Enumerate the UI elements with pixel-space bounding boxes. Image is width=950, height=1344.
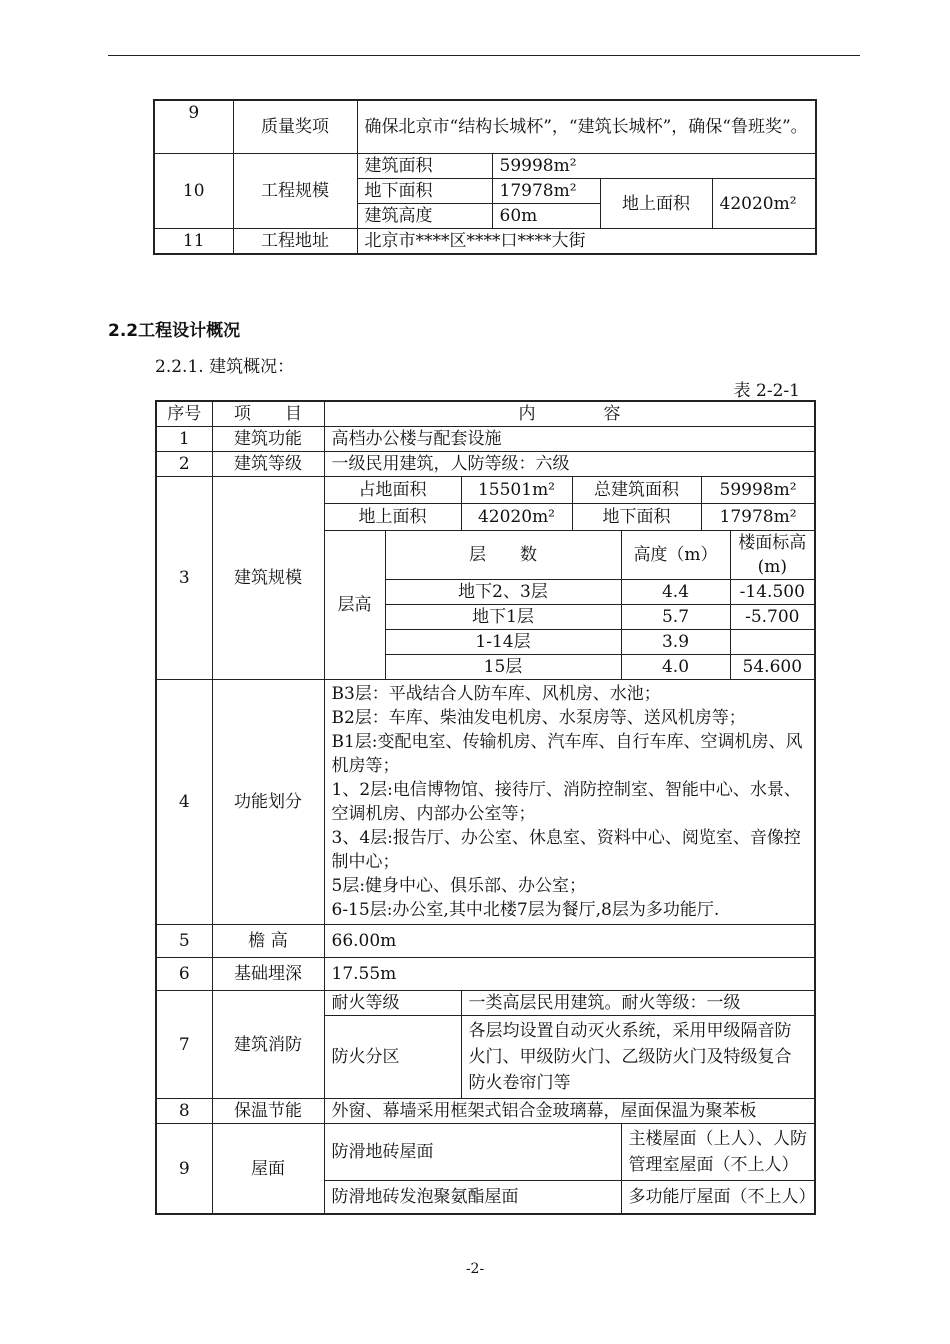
cell-value: 60m <box>492 204 600 229</box>
cell-label: 耐火等级 <box>324 991 461 1016</box>
row-content: 66.00m <box>324 925 815 958</box>
cell-value: 59998m² <box>701 477 815 504</box>
row-item: 工程地址 <box>233 229 357 255</box>
row-content: 北京市****区****口****大街 <box>357 229 816 255</box>
floor-name: 地下2、3层 <box>385 580 621 605</box>
cell-value: 59998m² <box>492 154 816 179</box>
row-item: 建筑等级 <box>212 452 324 477</box>
floor-elevation <box>730 630 815 655</box>
row-number: 1 <box>156 427 212 452</box>
table-number: 表 2-2-1 <box>733 381 800 401</box>
table-row <box>154 229 816 255</box>
function-line: 1、2层:电信博物馆、接待厅、消防控制室、智能中心、水景、空调机房、内部办公室等； <box>331 780 801 824</box>
floor-elevation: 54.600 <box>730 655 815 680</box>
cell-value: 各层均设置自动灭火系统，采用甲级隔音防火门、甲级防火门、乙级防火门及特级复合防火卷帘门等 <box>461 1016 815 1099</box>
row-number: 10 <box>154 154 233 229</box>
row-item: 建筑功能 <box>212 427 324 452</box>
table-row <box>156 1124 815 1181</box>
cell-label: 防滑地砖发泡聚氨酯屋面 <box>324 1181 621 1215</box>
row-number: 9 <box>154 100 233 154</box>
cell-label: 占地面积 <box>324 477 461 504</box>
floor-name: 15层 <box>385 655 621 680</box>
row-number: 5 <box>156 925 212 958</box>
table-row <box>156 680 815 925</box>
function-line: B2层：车库、柴油发电机房、水泵房等、送风机房等； <box>331 708 746 728</box>
row-item: 建筑规模 <box>212 477 324 680</box>
cell-label: 地下面积 <box>357 179 492 204</box>
table-row <box>156 925 815 958</box>
row-item: 保温节能 <box>212 1099 324 1124</box>
header-item: 项 目 <box>212 401 324 427</box>
floor-height: 4.0 <box>621 655 730 680</box>
cell-value: 15501m² <box>461 477 572 504</box>
subsection-title: 2.2.1. 建筑概况： <box>155 357 295 377</box>
cell-label: 防火分区 <box>324 1016 461 1099</box>
floor-elevation: -14.500 <box>730 580 815 605</box>
cell-label: 地上面积 <box>600 179 712 229</box>
row-item: 檐 高 <box>212 925 324 958</box>
floor-height: 3.9 <box>621 630 730 655</box>
cell-value: 42020m² <box>461 504 572 531</box>
row-number: 7 <box>156 991 212 1099</box>
row-content: 17.55m <box>324 958 815 991</box>
floor-height-label: 层高 <box>324 531 385 680</box>
table-row <box>156 958 815 991</box>
row-content: 确保北京市“结构长城杯”，“建筑长城杯”，确保“鲁班奖”。 <box>357 100 816 154</box>
cell-label: 建筑高度 <box>357 204 492 229</box>
header-content: 内 容 <box>324 401 815 427</box>
table-row <box>156 1099 815 1124</box>
row-number: 9 <box>156 1124 212 1215</box>
row-number: 11 <box>154 229 233 255</box>
cell-label: 地下面积 <box>572 504 701 531</box>
table-row <box>156 477 815 504</box>
function-line: 6-15层:办公室,其中北楼7层为餐厅,8层为多功能厅. <box>331 900 720 920</box>
row-content: 一级民用建筑，人防等级：六级 <box>324 452 815 477</box>
floor-height: 5.7 <box>621 605 730 630</box>
row-number: 4 <box>156 680 212 925</box>
cell-label: 地上面积 <box>324 504 461 531</box>
function-line: B3层：平战结合人防车库、风机房、水池； <box>331 684 661 704</box>
cell-value: 17978m² <box>701 504 815 531</box>
row-number: 8 <box>156 1099 212 1124</box>
row-content: 高档办公楼与配套设施 <box>324 427 815 452</box>
row-item: 屋面 <box>212 1124 324 1215</box>
table-row <box>154 154 816 179</box>
header-elevation: 楼面标高(m) <box>730 531 815 580</box>
table-row <box>156 991 815 1016</box>
table-row <box>156 427 815 452</box>
header-height: 高度（m） <box>621 531 730 580</box>
project-overview-table-continued <box>153 99 817 255</box>
row-item: 功能划分 <box>212 680 324 925</box>
cell-label: 防滑地砖屋面 <box>324 1124 621 1181</box>
table-header-row <box>156 401 815 427</box>
cell-label: 总建筑面积 <box>572 477 701 504</box>
row-item: 工程规模 <box>233 154 357 229</box>
building-overview-table <box>155 400 816 1215</box>
floor-height: 4.4 <box>621 580 730 605</box>
function-line: B1层:变配电室、传输机房、汽车库、自行车库、空调机房、风机房等； <box>331 732 803 776</box>
row-item: 建筑消防 <box>212 991 324 1099</box>
function-line: 3、4层:报告厅、办公室、休息室、资料中心、阅览室、音像控制中心； <box>331 828 801 872</box>
row-item: 质量奖项 <box>233 100 357 154</box>
table-row <box>156 452 815 477</box>
cell-label: 建筑面积 <box>357 154 492 179</box>
row-number: 3 <box>156 477 212 680</box>
header-no: 序号 <box>156 401 212 427</box>
cell-value: 一类高层民用建筑。耐火等级：一级 <box>461 991 815 1016</box>
cell-value: 多功能厅屋面（不上人） <box>621 1181 815 1215</box>
floor-elevation: -5.700 <box>730 605 815 630</box>
cell-value: 主楼屋面（上人）、人防管理室屋面（不上人） <box>621 1124 815 1181</box>
cell-value: 17978m² <box>492 179 600 204</box>
header-floors: 层 数 <box>385 531 621 580</box>
row-item: 基础埋深 <box>212 958 324 991</box>
floor-name: 1-14层 <box>385 630 621 655</box>
header-rule <box>108 55 860 56</box>
cell-value: 42020m² <box>712 179 816 229</box>
section-title: 2.2工程设计概况 <box>108 321 241 341</box>
row-number: 6 <box>156 958 212 991</box>
table-row <box>154 100 816 154</box>
function-line: 5层:健身中心、俱乐部、办公室； <box>331 876 587 896</box>
page-number: -2- <box>465 1261 485 1277</box>
row-content: 外窗、幕墙采用框架式铝合金玻璃幕，屋面保温为聚苯板 <box>324 1099 815 1124</box>
floor-name: 地下1层 <box>385 605 621 630</box>
function-list <box>324 680 815 925</box>
row-number: 2 <box>156 452 212 477</box>
